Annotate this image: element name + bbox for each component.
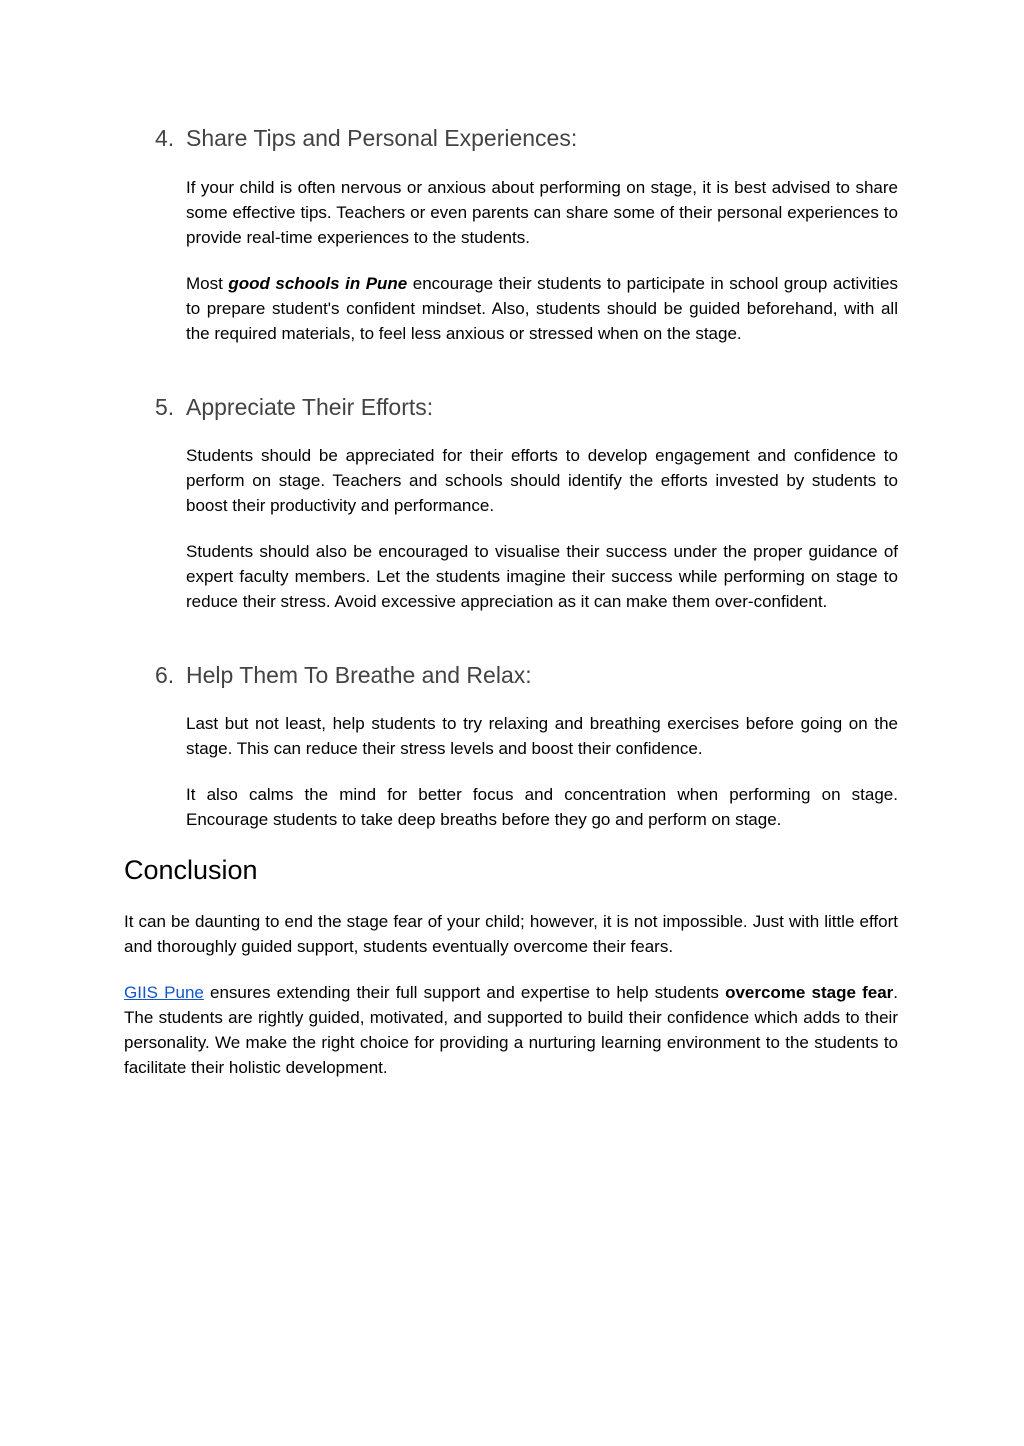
conclusion-heading-block (124, 854, 898, 886)
item-6-paragraph-1-block (124, 711, 898, 761)
item-5-paragraph-1: Students should be appreciated for their efforts to develop engagement and confidence to perform on stage. Teachers and schools should identify the efforts invested by students to boost their productivity and performance. (186, 446, 898, 515)
item-4-paragraph-1: If your child is often nervous or anxious about performing on stage, it is best advised to share some effective tips. Teachers or even parents can share some of their personal experiences to provide real-time experiences to the students. (186, 178, 898, 247)
item-4-paragraph-2-block (124, 271, 898, 346)
item-5-paragraph-1-block (124, 443, 898, 518)
item-4-paragraph-2 (124, 271, 898, 346)
item-6-paragraph-2-block (124, 782, 898, 832)
emphasis-text: good schools in Pune (228, 274, 408, 293)
item-number: 4. (155, 125, 175, 151)
giis-pune-link[interactable]: GIIS Pune (124, 983, 204, 1002)
conclusion-paragraph-1: It can be daunting to end the stage fear of your child; however, it is not impossible. Just with little effort and thoroughly guided support, students eventually overcome their fears. (124, 912, 898, 956)
text-run: encourage their students to participate in school group activities to prepare student's confident mindset. Also, students should be guided beforehand, with all the required materials, to feel less anxious or stressed when on the stage. (186, 274, 899, 343)
item-heading (124, 124, 898, 152)
item-5-paragraph-2-block (124, 539, 898, 614)
item-6-paragraph-1: Last but not least, help students to try relaxing and breathing exercises before going on the stage. This can reduce their stress levels and boost their confidence. (186, 714, 898, 758)
conclusion-paragraph-2-block (124, 980, 898, 1080)
conclusion-paragraph-2 (124, 980, 898, 1080)
item-heading-text: Share Tips and Personal Experiences: (186, 125, 578, 151)
list-item-6 (124, 661, 898, 689)
text-run: Most (186, 274, 229, 293)
item-4-paragraph-1-block (124, 175, 898, 250)
item-5-paragraph-2: Students should also be encouraged to visualise their success under the proper guidance of expert faculty members. Let the students imagine their success while performing on stage to reduce their stress. Avoid excessive appreciation as it can make them over-confident. (186, 542, 898, 611)
text-run: . The students are rightly guided, motivated, and supported to build their confidence which adds to their personality. We make the right choice for providing a nurturing learning environment to the students to facilitate their holistic development. (124, 983, 898, 1077)
item-6-paragraph-2: It also calms the mind for better focus and concentration when performing on stage. Encourage students to take deep breaths before they go and perform on stage. (186, 785, 898, 829)
item-heading (124, 661, 898, 689)
item-number: 6. (155, 662, 175, 688)
list-item-4 (124, 124, 898, 152)
bold-text: overcome stage fear (725, 983, 894, 1002)
item-number: 5. (155, 394, 175, 420)
conclusion-heading: Conclusion (124, 855, 258, 885)
item-heading-text: Appreciate Their Efforts: (186, 394, 434, 420)
text-run: ensures extending their full support and expertise to help students (203, 983, 726, 1002)
item-heading-text: Help Them To Breathe and Relax: (186, 662, 532, 688)
item-heading (124, 393, 898, 421)
conclusion-paragraph-1-block (124, 909, 898, 959)
list-item-5 (124, 393, 898, 421)
